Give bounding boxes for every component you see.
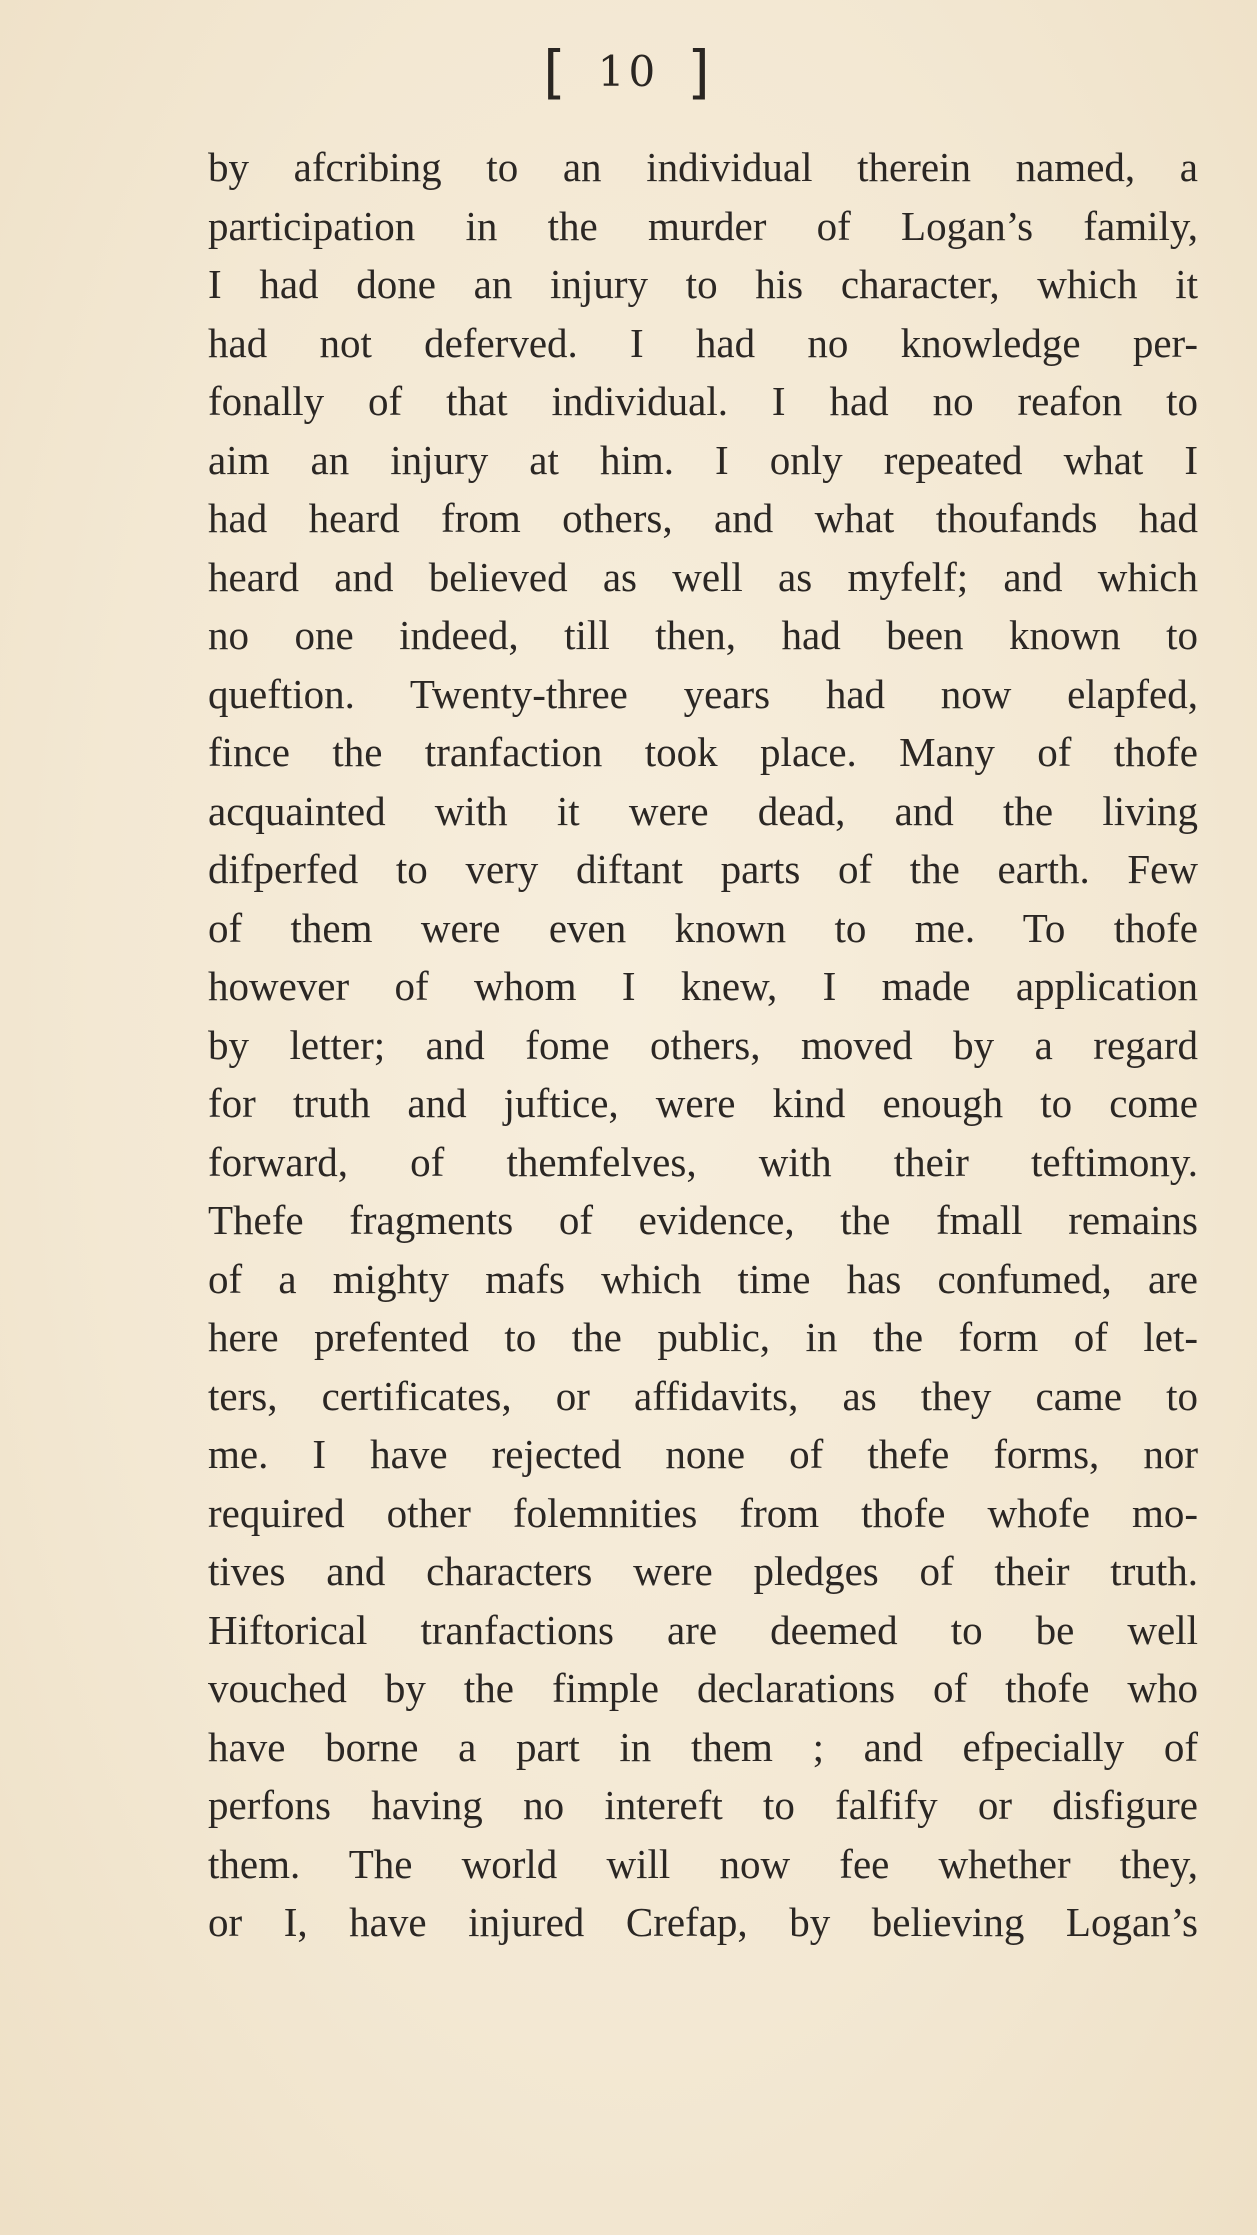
- text-line: difperfed to very diftant parts of the earth. Few: [208, 846, 1198, 892]
- text-line: fince the tranfaction took place. Many of thofe: [208, 729, 1198, 775]
- text-line: by afcribing to an individual therein named, a: [208, 144, 1198, 190]
- text-line: heard and believed as well as myfelf; and which: [208, 553, 1198, 600]
- text-line: ters, certificates, or affidavits, as they came to: [208, 1372, 1198, 1419]
- text-line: I had done an injury to his character, which it: [208, 261, 1198, 307]
- text-line: or I, have injured Crefap, by believing Logan’s: [208, 1899, 1198, 1945]
- text-line: no one indeed, till then, had been known to: [208, 612, 1198, 658]
- text-line: had heard from others, and what thoufands had: [208, 495, 1198, 541]
- page-header: [0, 38, 1257, 106]
- text-line: tives and characters were pledges of their truth.: [208, 1548, 1198, 1594]
- text-line: vouched by the fimple declarations of thofe who: [208, 1665, 1198, 1711]
- text-line: fonally of that individual. I had no reafon to: [208, 378, 1198, 424]
- text-line: me. I have rejected none of thefe forms, nor: [208, 1431, 1198, 1477]
- text-line: aim an injury at him. I only repeated what I: [208, 436, 1198, 483]
- text-line: them. The world will now fee whether they,: [208, 1840, 1198, 1887]
- text-line: perfons having no intereft to falfify or disfigure: [208, 1782, 1198, 1828]
- text-line: acquainted with it were dead, and the living: [208, 787, 1198, 834]
- text-line: queftion. Twenty-three years had now elapfed,: [208, 670, 1198, 717]
- text-line: had not deferved. I had no knowledge per-: [208, 319, 1198, 366]
- text-line: required other folemnities from thofe whofe mo-: [208, 1489, 1198, 1536]
- text-line: for truth and juftice, were kind enough to come: [208, 1080, 1198, 1126]
- text-line: by letter; and fome others, moved by a regard: [208, 1021, 1198, 1068]
- text-line: participation in the murder of Logan’s family,: [208, 202, 1198, 249]
- text-line: here prefented to the public, in the form of let-: [208, 1314, 1198, 1360]
- body-text: [208, 138, 1198, 1952]
- right-bracket: ]: [687, 38, 714, 106]
- text-line: Hiftorical tranfactions are deemed to be well: [208, 1606, 1198, 1653]
- text-line: of a mighty mafs which time has confumed, are: [208, 1255, 1198, 1302]
- text-line: of them were even known to me. To thofe: [208, 904, 1198, 951]
- left-bracket: [: [543, 38, 570, 106]
- page-number: 10: [597, 47, 660, 96]
- text-line: have borne a part in them ; and efpecially of: [208, 1723, 1198, 1770]
- text-line: however of whom I knew, I made application: [208, 963, 1198, 1009]
- text-line: forward, of themfelves, with their teftimony.: [208, 1138, 1198, 1185]
- text-line: Thefe fragments of evidence, the fmall remains: [208, 1197, 1198, 1243]
